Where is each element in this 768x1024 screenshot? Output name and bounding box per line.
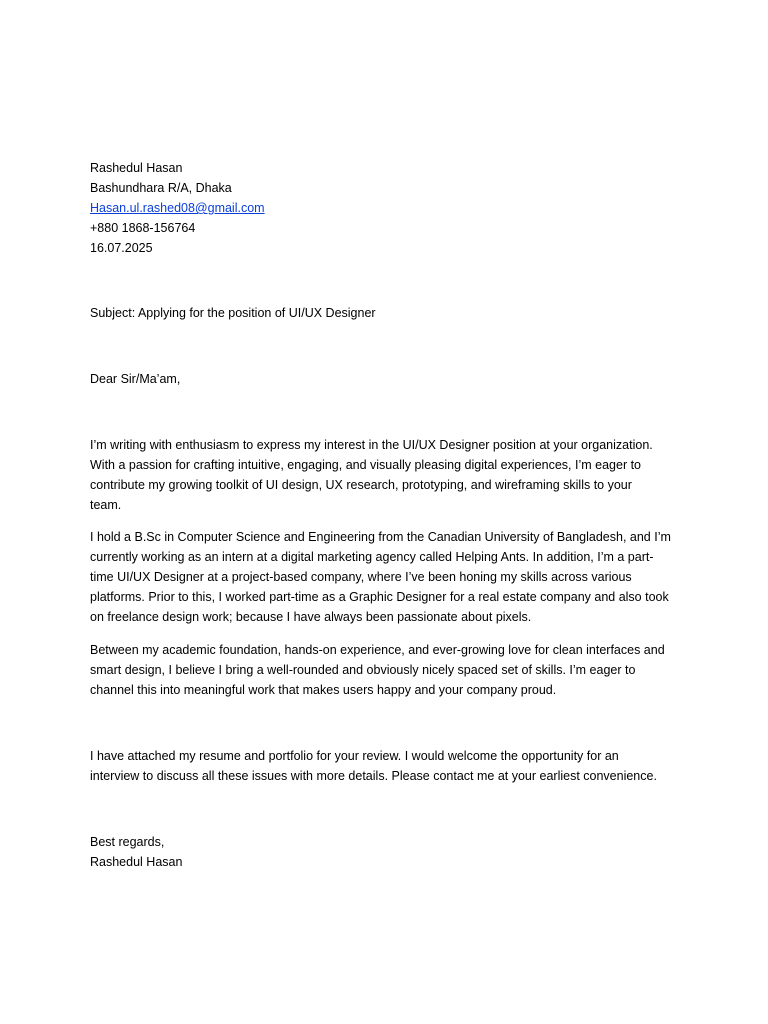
paragraph-line: Between my academic foundation, hands-on experience, and ever-growing love for clean interfaces and (90, 643, 665, 657)
paragraph-line: smart design, I believe I bring a well-rounded and obviously nicely spaced set of skills. I’m eager to (90, 663, 636, 677)
signoff-block (90, 832, 690, 872)
paragraph-summary (90, 640, 690, 700)
paragraph-line: channel this into meaningful work that makes users happy and your company proud. (90, 683, 557, 697)
paragraph-line: platforms. Prior to this, I worked part-time as a Graphic Designer for a real estate company and also took (90, 590, 669, 604)
sender-name: Rashedul Hasan (90, 161, 183, 175)
sender-block (90, 158, 690, 258)
sender-email-line (90, 198, 690, 218)
paragraph-line: interview to discuss all these issues with more details. Please contact me at your earliest convenience. (90, 769, 657, 783)
paragraph-background (90, 527, 690, 627)
subject-line: Subject: Applying for the position of UI/UX Designer (90, 306, 376, 320)
closing-regards: Best regards, (90, 835, 165, 849)
paragraph-line: I have attached my resume and portfolio for your review. I would welcome the opportunity for an (90, 749, 619, 763)
signature-name: Rashedul Hasan (90, 855, 183, 869)
paragraph-line: team. (90, 498, 122, 512)
paragraph-line: I hold a B.Sc in Computer Science and Engineering from the Canadian University of Bangladesh, and I’m (90, 530, 671, 544)
sender-email-link[interactable]: Hasan.ul.rashed08@gmail.com (90, 201, 265, 215)
salutation: Dear Sir/Ma’am, (90, 372, 181, 386)
salutation-block (90, 369, 690, 389)
letter-date: 16.07.2025 (90, 241, 153, 255)
paragraph-line: I’m writing with enthusiasm to express my interest in the UI/UX Designer position at your organization. (90, 438, 653, 452)
paragraph-line: on freelance design work; because I have always been passionate about pixels. (90, 610, 532, 624)
paragraph-line: With a passion for crafting intuitive, engaging, and visually pleasing digital experiences, I’m eager to (90, 458, 642, 472)
paragraph-closing (90, 746, 690, 786)
subject-block (90, 303, 690, 323)
sender-phone: +880 1868-156764 (90, 221, 196, 235)
paragraph-intro (90, 435, 690, 515)
sender-address: Bashundhara R/A, Dhaka (90, 181, 232, 195)
paragraph-line: contribute my growing toolkit of UI design, UX research, prototyping, and wireframing skills to your (90, 478, 632, 492)
paragraph-line: currently working as an intern at a digital marketing agency called Helping Ants. In addition, I’m a part- (90, 550, 654, 564)
paragraph-line: time UI/UX Designer at a project-based company, where I’ve been honing my skills across various (90, 570, 632, 584)
